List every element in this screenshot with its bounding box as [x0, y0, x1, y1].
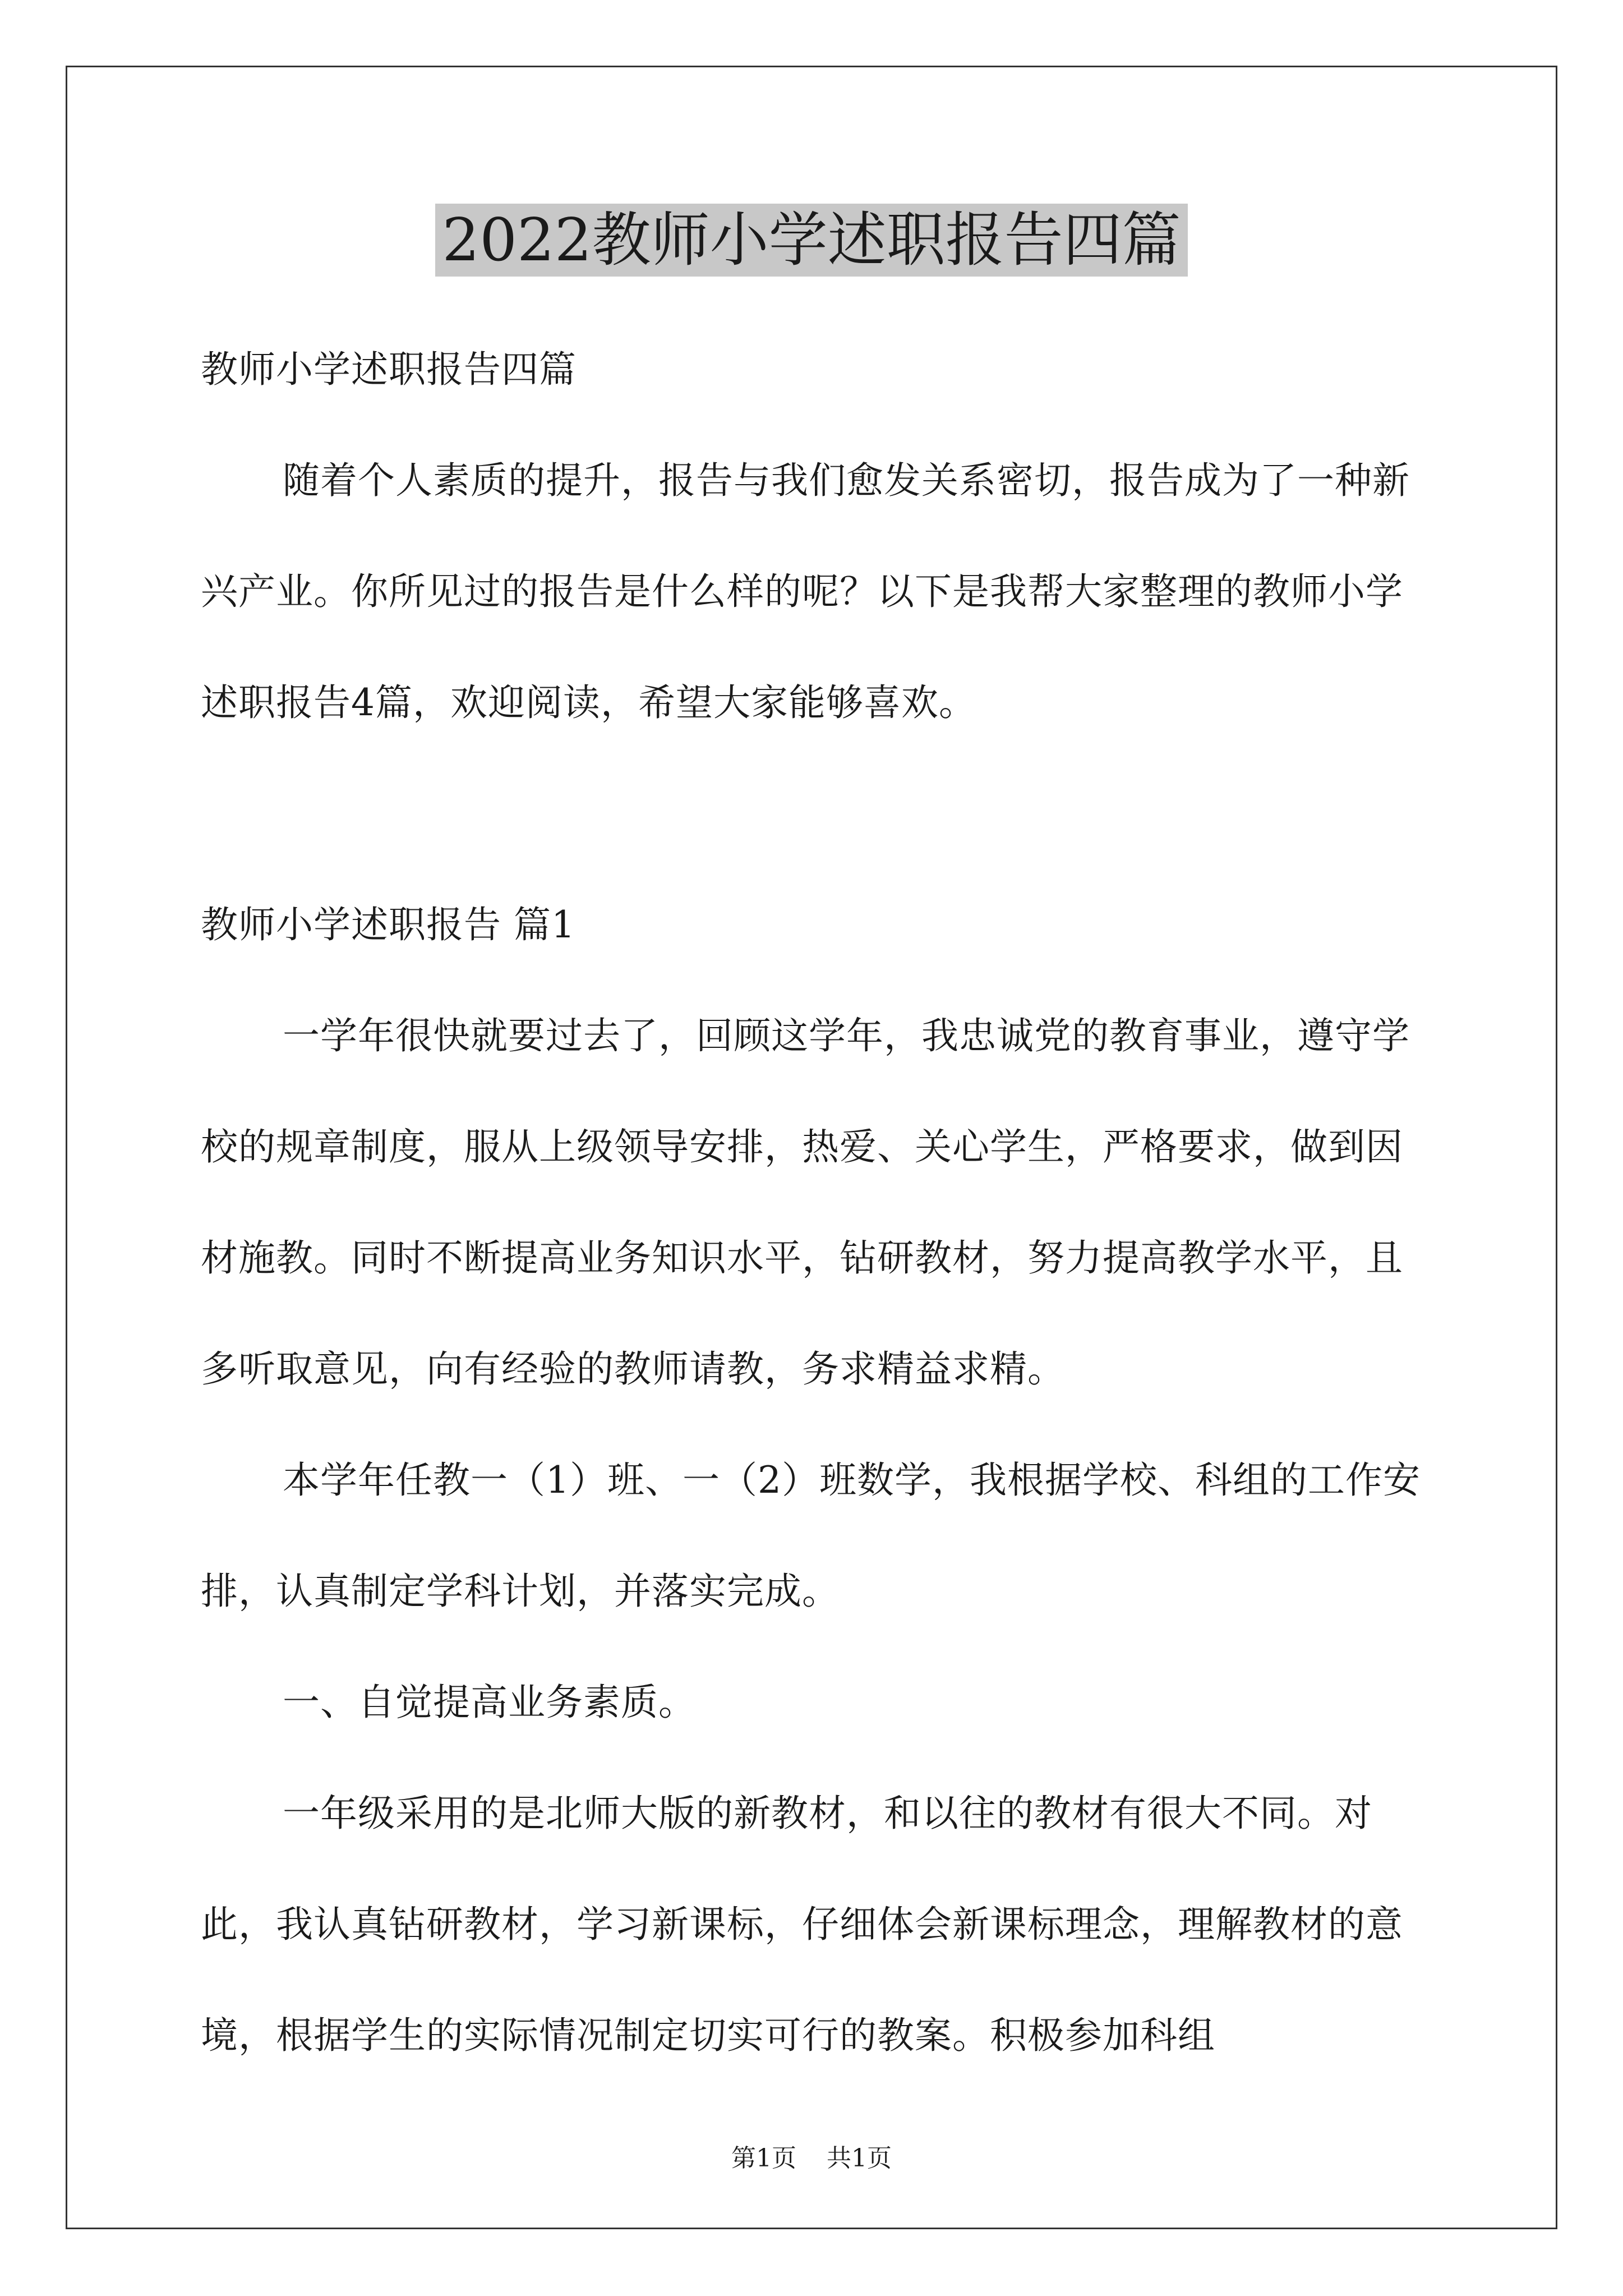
body-paragraph-4: 一年级采用的是北师大版的新教材，和以往的教材有很大不同。对此，我认真钻研教材，学习新课标，仔细体会新课标理念，理解教材的意境，根据学生的实际情况制定切实可行的教案。积极参加科组 — [201, 1792, 1403, 2057]
page-total: 共1页 — [827, 2144, 892, 2173]
document-body — [201, 314, 1429, 2091]
page-footer — [0, 2142, 1623, 2175]
document-title — [0, 201, 1623, 279]
section-heading: 教师小学述职报告 篇1 — [201, 903, 575, 946]
document-title-text: 2022教师小学述职报告四篇 — [435, 204, 1187, 277]
body-paragraph-3: 一、自觉提高业务素质。 — [283, 1681, 696, 1724]
body-paragraph-1: 一学年很快就要过去了，回顾这学年，我忠诚党的教育事业，遵守学校的规章制度，服从上级领导安排，热爱、关心学生，严格要求，做到因材施教。同时不断提高业务知识水平，钻研教材，努力提高教学水平，且多听取意见，向有经验的教师请教，务求精益求精。 — [201, 1014, 1410, 1391]
page-number: 第1页 — [731, 2144, 796, 2173]
section-spacer — [201, 758, 1429, 869]
document-subtitle: 教师小学述职报告四篇 — [201, 348, 577, 391]
intro-paragraph: 随着个人素质的提升，报告与我们愈发关系密切，报告成为了一种新兴产业。你所见过的报告是什么样的呢？以下是我帮大家整理的教师小学述职报告4篇，欢迎阅读，希望大家能够喜欢。 — [201, 459, 1410, 724]
body-paragraph-2: 本学年任教一（1）班、一（2）班数学，我根据学校、科组的工作安排，认真制定学科计划，并落实完成。 — [201, 1458, 1421, 1613]
